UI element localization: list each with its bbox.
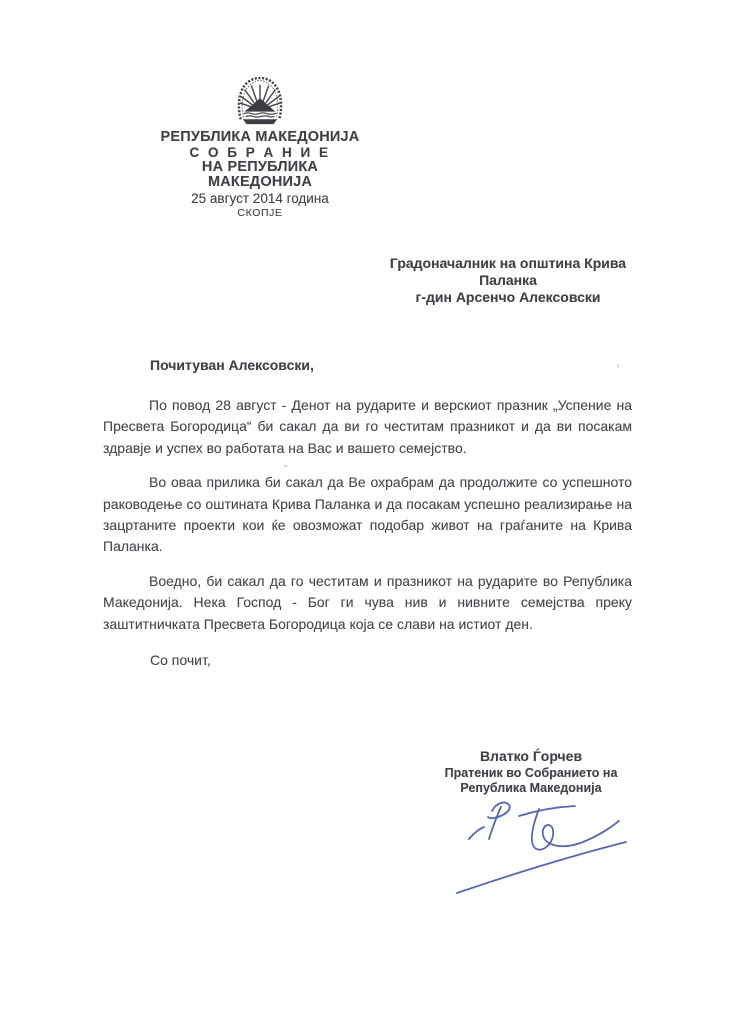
recipient-block <box>383 255 633 306</box>
letterhead-country: РЕПУБЛИКА МАКЕДОНИЈА <box>160 129 360 145</box>
letter-body <box>103 395 632 648</box>
closing: Со почит, <box>150 652 211 668</box>
recipient-line: г-дин Арсенчо Алексовски <box>415 289 601 305</box>
body-paragraph: По повод 28 август - Денот на рударите и верскиот празник „Успение на Пресвета Богородица“ би сакал да ви го честитам празникот и да ви посакам здравје и успех во работата на Вас и вашето семејство. <box>103 397 632 456</box>
letterhead-assembly-of: НА РЕПУБЛИКА МАКЕДОНИЈА <box>201 159 319 190</box>
signatory-block <box>420 748 642 796</box>
letterhead-assembly: С О Б Р А Н И Е <box>189 145 331 160</box>
letterhead-date: 25 август 2014 година <box>191 191 329 206</box>
body-paragraph: Воедно, би сакал да го честитам и празникот на рударите во Република Македонија. Нека Господ - Бог ги чува нив и нивните семејства преку заштитничката Пресвета Богородица која се слави на истиот ден. <box>103 572 632 632</box>
recipient-line: Паланка <box>479 272 537 288</box>
handwritten-signature <box>443 796 638 901</box>
salutation: Почитуван Алексовски, <box>150 357 314 373</box>
scan-speckle: ᵥ <box>616 359 621 370</box>
macedonia-coat-of-arms-icon <box>231 77 289 127</box>
signatory-title-line-1: Пратеник во Собранието на <box>444 766 618 780</box>
signatory-name: Влатко Ѓорчев <box>479 748 583 764</box>
scan-speckle <box>284 465 287 467</box>
signatory-title-line-2: Република Македонија <box>460 781 602 795</box>
letterhead <box>148 77 372 220</box>
body-paragraph: Во оваа прилика би сакал да Ве охрабрам да продолжите со успешното раководење со оштината Крива Паланка и да посакам успешно реализирање на зацртаните проекти кои ќе овозможат подобар живот на граѓаните на Крива Паланка. <box>103 474 632 555</box>
letterhead-city: СКОПЈЕ <box>237 207 283 219</box>
recipient-line: Градоначалник на општина Крива <box>389 255 627 271</box>
